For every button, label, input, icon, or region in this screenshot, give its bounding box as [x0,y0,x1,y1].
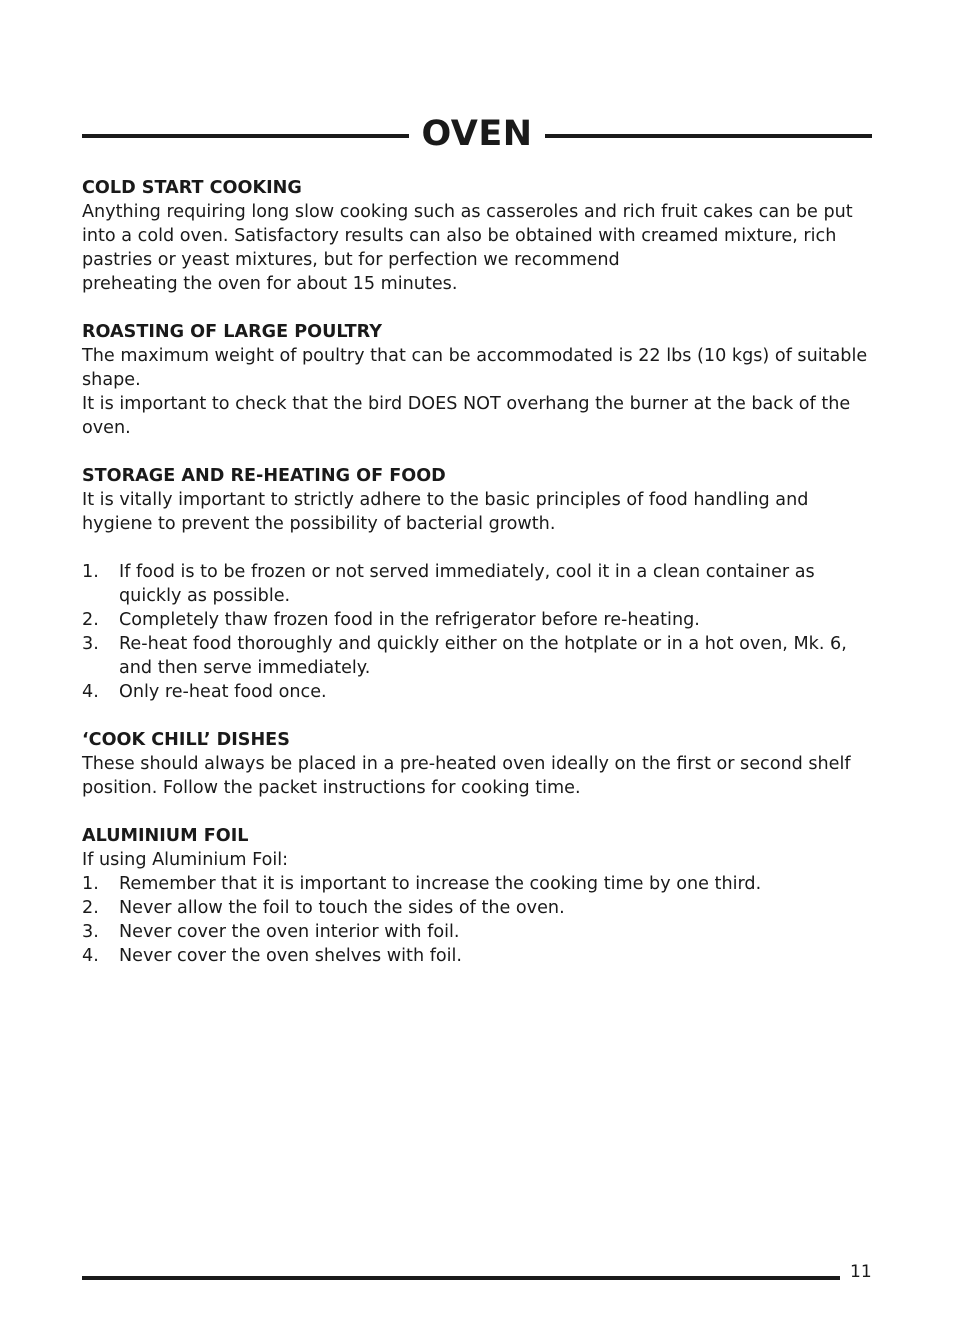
list-item [82,872,874,896]
section-heading: ALUMINIUM FOIL [82,826,249,846]
list-text: Never cover the oven interior with foil. [119,922,460,942]
list-number: 2. [82,898,99,918]
list-text: Never cover the oven shelves with foil. [119,946,463,966]
list-number: 3. [82,634,99,654]
list-item [82,560,874,608]
section-cold-start-cooking [82,176,874,296]
section-paragraph: It is important to check that the bird DOES NOT overhang the burner at the back of the oven. [82,394,851,438]
section-storage-reheating [82,464,874,704]
section-heading: ‘COOK CHILL’ DISHES [82,730,290,750]
section-paragraph: Anything requiring long slow cooking such as casseroles and rich fruit cakes can be put into a cold oven. Satisfactory results can also be obtained with creamed mixture, rich pastries or yeast mixtures, but for perfection we recommend [82,202,853,270]
header-rule-right [545,134,872,138]
list-text: Completely thaw frozen food in the refrigerator before re-heating. [119,610,700,630]
list-text: Re-heat food thoroughly and quickly either on the hotplate or in a hot oven, Mk. 6, and then serve immediately. [119,634,847,678]
page-title: OVEN [421,114,533,154]
section-paragraph: It is vitally important to strictly adhere to the basic principles of food handling and hygiene to prevent the possibility of bacterial growth. [82,490,809,534]
section-heading: COLD START COOKING [82,178,302,198]
numbered-list [82,872,874,968]
list-number: 1. [82,562,99,582]
list-text: If food is to be frozen or not served immediately, cool it in a clean container as quickly as possible. [119,562,815,606]
list-number: 1. [82,874,99,894]
list-item [82,680,874,704]
section-cook-chill-dishes [82,728,874,800]
list-item [82,920,874,944]
section-roasting-large-poultry [82,320,874,440]
section-paragraph: The maximum weight of poultry that can be accommodated is 22 lbs (10 kgs) of suitable shape. [82,346,868,390]
section-heading: ROASTING OF LARGE POULTRY [82,322,382,342]
section-aluminium-foil [82,824,874,968]
page-number: 11 [850,1262,872,1282]
section-heading: STORAGE AND RE-HEATING OF FOOD [82,466,446,486]
list-item [82,944,874,968]
list-text: Never allow the foil to touch the sides of the oven. [119,898,565,918]
section-paragraph: If using Aluminium Foil: [82,850,289,870]
list-text: Only re-heat food once. [119,682,327,702]
list-number: 4. [82,946,99,966]
list-item [82,608,874,632]
list-number: 4. [82,682,99,702]
list-number: 2. [82,610,99,630]
list-number: 3. [82,922,99,942]
section-paragraph: These should always be placed in a pre-heated oven ideally on the first or second shelf position. Follow the packet instructions for cooking time. [82,754,851,798]
list-item [82,896,874,920]
section-paragraph: preheating the oven for about 15 minutes. [82,274,458,294]
list-item [82,632,874,680]
footer-rule [82,1276,840,1280]
page-header [82,112,872,156]
page-content [82,176,874,992]
header-rule-left [82,134,409,138]
list-text: Remember that it is important to increase the cooking time by one third. [119,874,762,894]
numbered-list [82,560,874,704]
